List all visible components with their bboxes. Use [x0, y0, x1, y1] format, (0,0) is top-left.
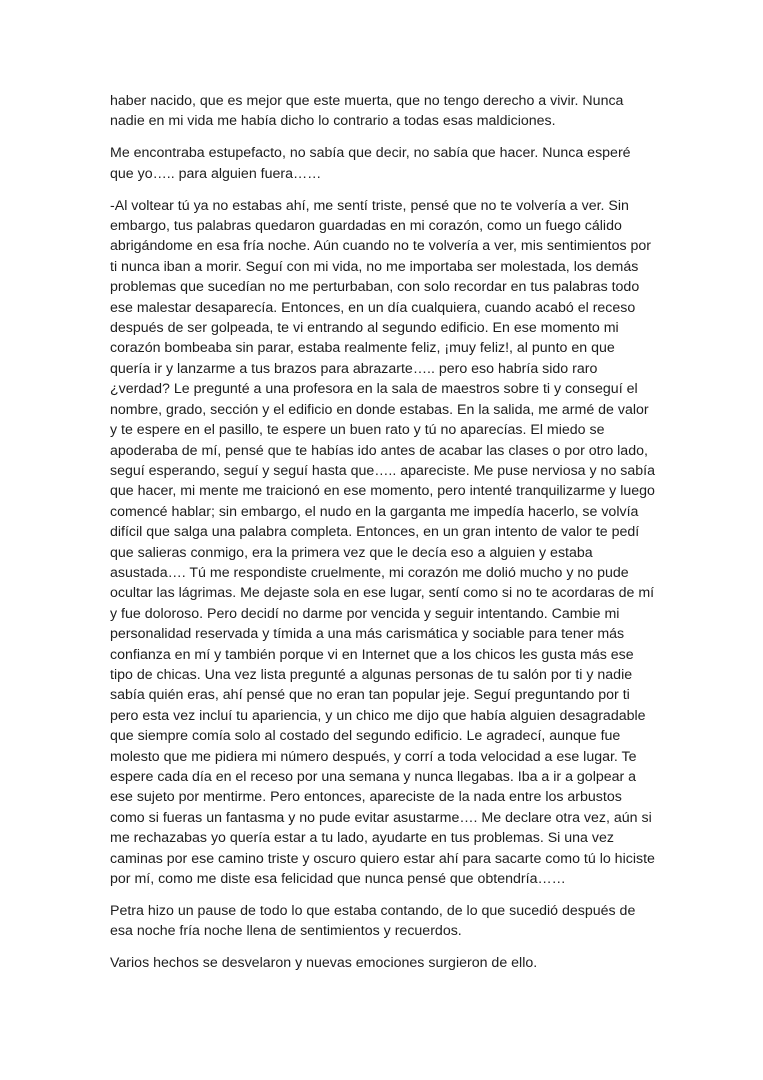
paragraph-2: Me encontraba estupefacto, no sabía que decir, no sabía que hacer. Nunca esperé que yo….. para alguien fuera…… [110, 145, 631, 182]
document-body [110, 91, 655, 985]
paragraph-4: Petra hizo un pause de todo lo que estaba contando, de lo que sucedió después de esa noche fría noche llena de sentimientos y recuerdos. [110, 902, 636, 940]
paragraph-5: Varios hechos se desvelaron y nuevas emociones surgieron de ello. [110, 955, 538, 972]
paragraph-3: -Al voltear tú ya no estabas ahí, me sentí triste, pensé que no te volvería a ver. Sin embargo, tus palabras quedaron guardadas en mi corazón, como un fuego cálido abrigándome en esa fría noche. Aún cuando no te volvería a ver, mis sentimientos por ti nunca iban a morir. Seguí con mi vida, no me importaba ser molestada, los demás problemas que sucedían no me perturbaban, con solo recordar en tus palabras todo ese malestar desaparecía. Entonces, en un día cualquiera, cuando acabó el receso después de ser golpeada, te vi entrando al segundo edificio. En ese momento mi corazón bombeaba sin parar, estaba realmente feliz, ¡muy feliz!, al punto en que quería ir y lanzarme a tus brazos para abrazarte….. pero eso habría sido raro ¿verdad? Le pregunté a una profesora en la sala de maestros sobre ti y conseguí el nombre, grado, sección y el edificio en donde estabas. En la salida, me armé de valor y te espere en el pasillo, te espere un buen rato y tú no aparecías. El miedo se apoderaba de mí, pensé que te habías ido antes de acabar las clases o por otro lado, seguí esperando, seguí y seguí hasta que….. apareciste. Me puse nerviosa y no sabía que hacer, mi mente me traicionó en ese momento, pero intenté tranquilizarme y luego comencé hablar; sin embargo, el nudo en la garganta me impedía hacerlo, se volvía difícil que salga una palabra completa. Entonces, en un gran intento de valor te pedí que salieras conmigo, era la primera vez que le decía eso a alguien y estaba asustada…. Tú me respondiste cruelmente, mi corazón me dolió mucho y no pude ocultar las lágrimas. Me dejaste sola en ese lugar, sentí como si no te acordaras de mí y fue doloroso. Pero decidí no darme por vencida y seguir intentando. Cambie mi personalidad reservada y tímida a una más carismática y sociable para tener más confianza en mí y también porque vi en Internet que a los chicos les gusta más ese tipo de chicas. Una vez lista pregunté a algunas personas de tu salón por ti y nadie sabía quién eras, ahí pensé que no eran tan popular jeje. Seguí preguntando por ti pero esta vez incluí tu apariencia, y un chico me dijo que había alguien desagradable que siempre comía solo al costado del segundo edificio. Le agradecí, aunque fue molesto que me pidiera mi número después, y corrí a toda velocidad a ese lugar. Te espere cada día en el receso por una semana y nunca llegabas. Iba a ir a golpear a ese sujeto por mentirme. Pero entonces, apareciste de la nada entre los arbustos como si fueras un fantasma y no pude evitar asustarme…. Me declare otra vez, aún si me rechazabas yo quería estar a tu lado, ayudarte en tus problemas. Si una vez caminas por ese camino triste y oscuro quiero estar ahí para sacarte como tú lo hiciste por mí, como me diste esa felicidad que nunca pensé que obtendría…… [110, 197, 655, 888]
paragraph-1: haber nacido, que es mejor que este muerta, que no tengo derecho a vivir. Nunca nadie en mi vida me había dicho lo contrario a todas esas maldiciones. [110, 93, 624, 130]
